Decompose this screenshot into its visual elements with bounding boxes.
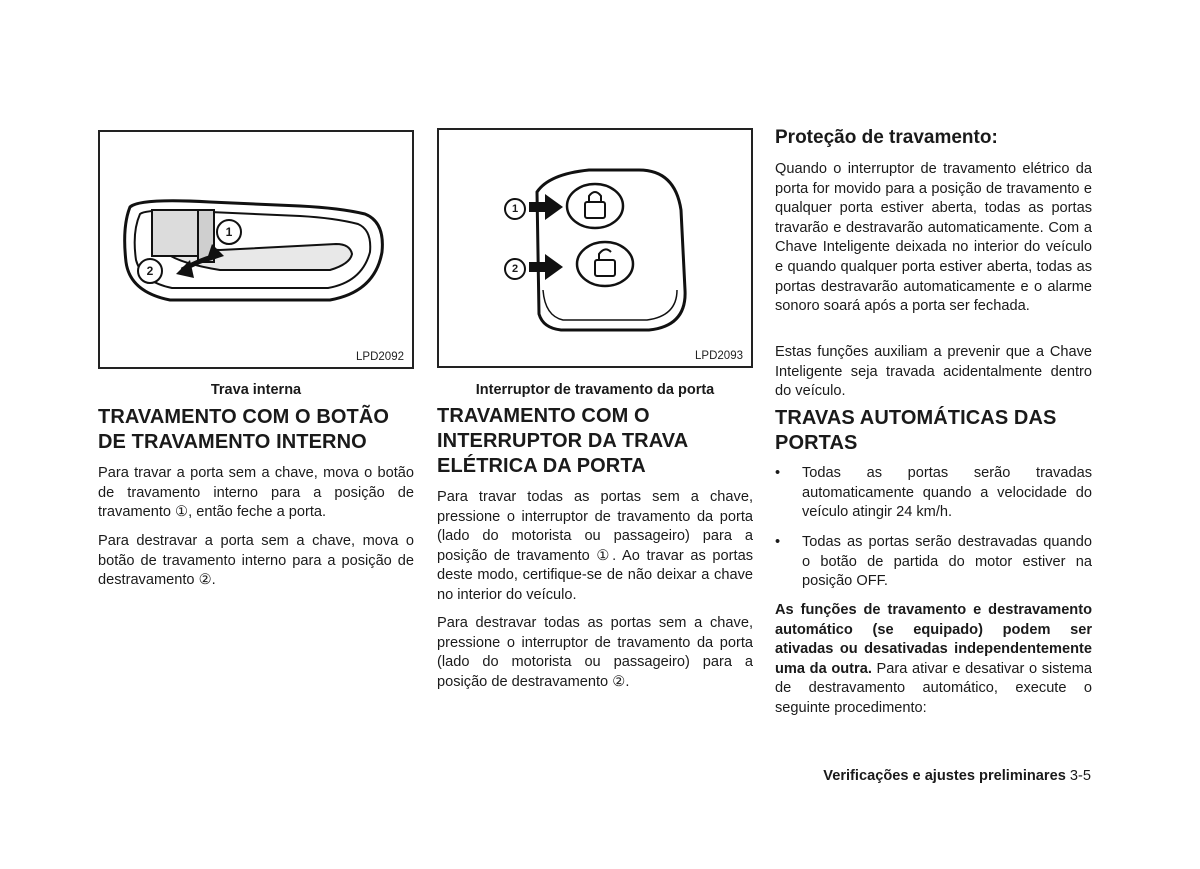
door-handle-illustration [100, 132, 412, 367]
switch-illustration [439, 130, 751, 366]
heading-line: TRAVAMENTO COM O BOTÃO [98, 406, 390, 428]
callout-1: 1 [504, 198, 526, 220]
body-paragraph: Quando o interruptor de travamento elétrico da porta for movido para a posição de travamento e qualquer porta estiver aberta, todas as portas travarão e destravarão automaticamente. Com a Chave Inteligente deixada no interior do veículo e quando qualquer porta estiver aberta, todas as portas destravarão automaticamente e o alarme sonoro soará após a porta ser fechada. [775, 161, 1092, 315]
bullet-text: Todas as portas serão travadas automaticamente quando a velocidade do veículo atingir 24 km/h. [802, 465, 1092, 521]
bold-lead: As funções de travamento e destravamento automático (se equipado) podem ser ativadas ou desativadas independentemente uma da outra. [775, 602, 1092, 677]
paragraph-rest: Para ativar e desativar o sistema de destravamento automático, execute o seguinte procedimento: [775, 660, 1092, 716]
callout-2: 2 [504, 258, 526, 280]
callout-2: 2 [137, 258, 163, 284]
heading-line: ELÉTRICA DA PORTA [437, 455, 646, 477]
footer-section-title: Verificações e ajustes preliminares [823, 768, 1066, 784]
body-paragraph: Estas funções auxiliam a prevenir que a Chave Inteligente seja travada acidentalmente dentro do veículo. [775, 344, 1092, 400]
section-heading [98, 405, 389, 455]
section-heading [437, 404, 688, 479]
heading-line: TRAVAS AUTOMÁTICAS DAS [775, 407, 1057, 429]
heading-line: PORTAS [775, 432, 858, 454]
callout-1: 1 [216, 219, 242, 245]
figure-code: LPD2093 [695, 350, 743, 362]
heading-line: TRAVAMENTO COM O [437, 405, 650, 427]
figure-caption: Interruptor de travamento da porta [475, 382, 715, 398]
heading-line: INTERRUPTOR DA TRAVA [437, 430, 689, 452]
bullet-dot: • [775, 534, 781, 550]
bullet-item [775, 464, 1092, 523]
bullet-item [775, 533, 1092, 592]
body-paragraph: Para travar todas as portas sem a chave, pressione o interruptor de travamento da porta (lado do motorista ou passageiro) para a posição de travamento ①. Ao travar as portas deste modo, certifique-se de não deixar a chave no interior do veículo. [437, 489, 753, 603]
figure-code: LPD2092 [356, 351, 404, 363]
body-paragraph: Para destravar todas as portas sem a chave, pressione o interruptor de travamento da porta (lado do motorista ou passageiro) para a posição de destravamento ②. [437, 615, 753, 690]
figure-caption: Trava interna [210, 382, 302, 398]
section-heading [775, 406, 1056, 456]
heading-line: DE TRAVAMENTO INTERNO [98, 431, 367, 453]
interior-lock-figure [98, 130, 414, 369]
subsection-heading: Proteção de travamento: [775, 127, 998, 148]
body-paragraph: Para travar a porta sem a chave, mova o botão de travamento interno para a posição de travamento ①, então feche a porta. [98, 465, 414, 521]
body-paragraph [775, 601, 1092, 719]
bullet-text: Todas as portas serão destravadas quando o botão de partida do motor estiver na posição OFF. [802, 534, 1092, 590]
lock-switch-figure [437, 128, 753, 368]
page-footer [823, 768, 1091, 784]
bullet-dot: • [775, 465, 781, 481]
page-number: 3-5 [1069, 768, 1091, 784]
body-paragraph: Para destravar a porta sem a chave, mova o botão de travamento interno para a posição de destravamento ②. [98, 533, 414, 589]
